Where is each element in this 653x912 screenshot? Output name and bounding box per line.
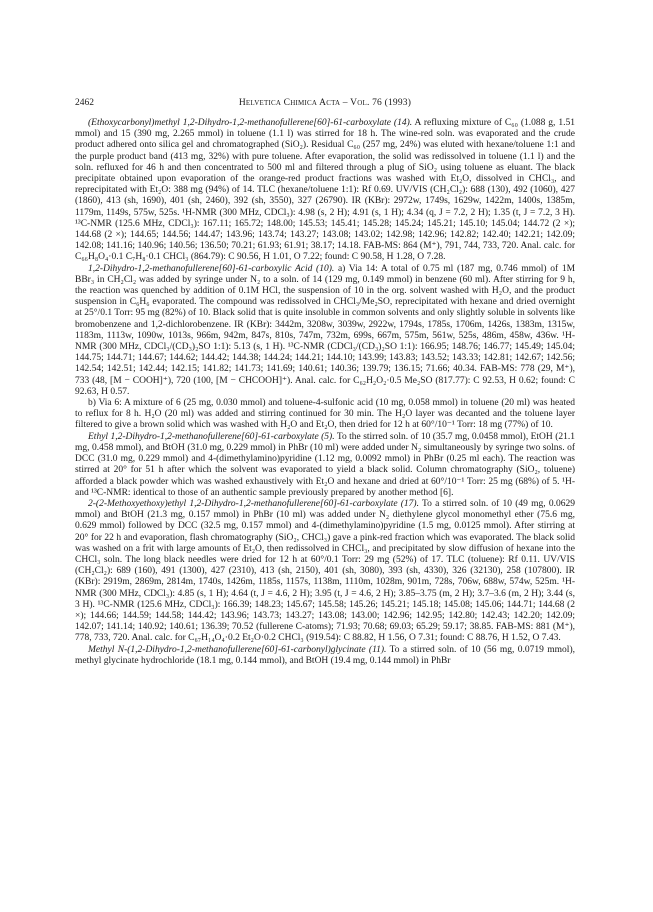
page-header [75,96,575,110]
paragraph-text: A refluxing mixture of C₆₀ (1.088 g, 1.51 mmol) and 15 (390 mg, 2.265 mmol) in toluene (1.1 l) was stirred for 18 h. The wine-red soln. was evaporated and the crude product adhered onto silica gel and chromatographed (SiO₂). Residual C₆₀ (257 mg, 24%) was eluted with hexane/toluene 1:1 and the purple product band (413 mg, 32%) with pure toluene. After evaporation, the solid was redissolved in toluene (1.1 l) and the soln. refluxed for 46 h and then concentrated to 500 ml and filtered through a plug of SiO₂ using toluene as eluant. The black precipitate obtained upon evaporation of the orange-red product fractions was washed with Et₂O, dissolved in CHCl₃, and reprecipitated with Et₂O: 388 mg (94%) of 14. TLC (hexane/toluene 1:1): Rf 0.69. UV/VIS (CH₂Cl₂): 688 (130), 492 (1060), 427 (1860), 413 (sh, 1690), 401 (sh, 2460), 392 (sh, 3550), 327 (26790). IR (KBr): 2972w, 1749s, 1629w, 1422m, 1400s, 1385m, 1179m, 1149s, 575w, 525s. ¹H-NMR (300 MHz, CDCl₃): 4.98 (s, 2 H); 4.91 (s, 1 H); 4.34 (q, J = 7.2, 2 H); 1.35 (t, J = 7.2, 3 H). ¹³C-NMR (125.6 MHz, CDCl₃): 167.11; 165.72; 148.00; 145.53; 145.41; 145.28; 145.24; 145.21; 145.10; 145.04; 144.72 (2 ×); 144.68 (2 ×); 144.65; 144.56; 144.47; 143.96; 143.74; 143.27; 143.08; 143.02; 142.98; 142.96; 142.82; 142.40; 142.21; 142.09; 142.08; 141.16; 140.96; 140.56; 136.50; 70.21; 61.93; 61.91; 38.17; 14.18. FAB-MS: 864 (M⁺), 791, 744, 733, 720. Anal. calc. for C₆₆H₈O₄·0.1 C₇H₈·0.1 CHCl₃ (864.79): C 90.56, H 1.01, O 7.22; found: C 90.58, H 1.28, O 7.28. [75,118,575,263]
paragraph-text: To a stirred soln. of 10 (56 mg, 0.0719 mmol), methyl glycinate hydrochloride (18.1 mg, 0.144 mmol), and BtOH (19.4 mg, 0.144 mmol) in PhBr [75,644,575,666]
article-body [75,118,575,667]
paragraph-title: (Ethoxycarbonyl)methyl 1,2-Dihydro-1,2-methanofullerene[60]-61-carboxylate (14). [88,118,413,128]
paragraph-title: Ethyl 1,2-Dihydro-1,2-methanofullerene[60]-61-carboxylate (5). [88,431,335,442]
paragraph-title: 1,2-Dihydro-1,2-methanofullerene[60]-61-carboxylic Acid (10). [88,263,335,274]
running-head: Helvetica Chimica Acta – Vol. 76 (1993) [238,98,412,108]
paragraph-compound-10 [75,264,575,398]
paragraph-text: To a stirred soln. of 10 (49 mg, 0.0629 mmol) and BtOH (21.3 mg, 0.157 mmol) in PhBr (10 ml) was added under N₂ diethylene glycol monomethyl ether (75.6 mg, 0.629 mmol) followed by DCC (32.5 mg, 0.157 mmol) and 4-(dimethylamino)pyridine (1.5 mg, 0.0125 mmol). After stirring at 20° for 22 h and evaporation, flash chromatography (SiO₂, CHCl₃) gave a pink-red fraction which was evaporated. The black solid was washed on a frit with large amounts of Et₂O, then redissolved in CHCl₃, and precipitated by slow diffusion of hexane into the CHCl₃ soln. The long black needles were dried for 12 h at 60°/0.1 Torr: 29 mg (52%) of 17. TLC (toluene): Rf 0.11. UV/VIS (CH₂Cl₂): 689 (160), 491 (1300), 427 (2310), 413 (sh, 2150), 401 (sh, 3080), 393 (sh, 4330), 326 (32130), 258 (107800). IR (KBr): 2919m, 2869m, 2814m, 1740s, 1426m, 1185s, 1157s, 1138m, 1110m, 1028m, 901m, 728s, 706w, 688w, 574w, 525m. ¹H-NMR (300 MHz, CDCl₃): 4.85 (s, 1 H); 4.64 (t, J = 4.6, 2 H); 3.95 (t, J = 4.6, 2 H); 3.85–3.75 (m, 2 H); 3.7–3.6 (m, 2 H); 3.44 (s, 3 H). ¹³C-NMR (125.6 MHz, CDCl₃): 166.39; 148.23; 145.67; 145.58; 145.26; 145.21; 145.18; 145.08; 145.06; 144.71; 144.68 (2 ×); 144.66; 144.59; 144.58; 144.42; 143.96; 143.73; 143.27; 143.08; 143.00; 142.96; 142.95; 142.80; 142.43; 142.20; 142.09; 142.07; 141.14; 140.92; 140.61; 136.39; 70.52 (fullerene C-atoms); 71.93; 70.68; 69.03; 65.29; 59.17; 38.85. FAB-MS: 881 (M⁺), 778, 733, 720. Anal. calc. for C₆₇H₁₄O₄·0.2 Et₂O·0.2 CHCl₃ (919.54): C 88.82, H 1.56, O 7.31; found: C 88.76, H 1.52, O 7.43. [75,498,575,644]
paragraph-compound-14 [75,118,575,264]
paragraph-compound-11 [75,645,575,667]
paragraph-compound-10-via-6 [75,398,575,432]
paragraph-text: To the stirred soln. of 10 (35.7 mg, 0.0458 mmol), EtOH (21.1 mg, 0.458 mmol), and BtOH (31.0 mg, 0.229 mmol) in PhBr (10 ml) were added under N₂ simultaneously by syringe two solns. of DCC (31.0 mg, 0.229 mmol) and 4-(dimethylamino)pyridine (1.12 mg, 0.0092 mmol) in PhBr (0.25 ml each). The reaction was stirred at 20° for 51 h after which the solvent was evaporated to yield a black solid. Column chromatography (SiO₂, toluene) afforded a black powder which was washed exhaustively with Et₂O and hexane and dried at 60°/10⁻¹ Torr: 25 mg (68%) of 5. ¹H- and ¹³C-NMR: identical to those of an authentic sample previously prepared by another method [6]. [75,431,575,498]
page-number: 2462 [75,98,94,108]
paragraph-compound-17 [75,499,575,645]
paragraph-title: Methyl N-(1,2-Dihydro-1,2-methanofullerene[60]-61-carbonyl)glycinate (11). [88,644,387,655]
paragraph-title: 2-(2-Methoxyethoxy)ethyl 1,2-Dihydro-1,2-methanofullerene[60]-61-carboxylate (17). [88,498,419,509]
paragraph-text: b) Via 6: A mixture of 6 (25 mg, 0.030 mmol) and toluene-4-sulfonic acid (10 mg, 0.058 mmol) in toluene (20 ml) was heated to reflux for 8 h. H₂O (20 ml) was added and stirring continued for 30 min. The H₂O layer was decanted and the toluene layer filtered to give a brown solid which was washed with H₂O and Et₂O, then dried for 12 h at 60°/10⁻¹ Torr: 18 mg (77%) of 10. [75,398,575,431]
paragraph-text: a) Via 14: A total of 0.75 ml (187 mg, 0.746 mmol) of 1M BBr₃ in CH₂Cl₂ was added by syringe under N₂ to a soln. of 14 (129 mg, 0.149 mmol) in benzene (60 ml). After stirring for 9 h, the reaction was quenched by addition of 0.1M HCl, the suspension of 10 in the org. solvent washed with H₂O, and the product suspension in C₆H₆ evaporated. The compound was redissolved in CHCl₃/Me₂SO, reprecipitated with hexane and dried overnight at 25°/0.1 Torr: 95 mg (82%) of 10. Black solid that is quite insoluble in common solvents and only slightly soluble in solvents like bromobenzene and 1,2-dichlorobenzene. IR (KBr): 3442m, 3208w, 3039w, 2922w, 1794s, 1785s, 1706m, 1426s, 1383m, 1315w, 1183m, 1113w, 1090w, 1013s, 966m, 942m, 847s, 810s, 747m, 732m, 699s, 667m, 575m, 561w, 525s, 486m, 458w, 436w. ¹H-NMR (300 MHz, CDCl₃/(CD₃)₂SO 1:1): 5.13 (s, 1 H). ¹³C-NMR (CDCl₃/(CD₃)₂SO 1:1): 166.95; 148.76; 146.77; 145.49; 145.04; 144.75; 144.71; 144.67; 144.62; 144.42; 144.38; 144.24; 144.21; 144.10; 143.99; 143.83; 143.52; 143.33; 142.81; 142.67; 142.56; 142.54; 142.51; 142.44; 142.15; 141.82; 141.73; 141.69; 140.61; 140.36; 139.79; 136.15; 71.66; 40.34. FAB-MS: 778 (29, M⁺), 733 (48, [M − COOH]⁺), 720 (100, [M − CHCOOH]⁺). Anal. calc. for C₆₂H₂O₂·0.5 Me₂SO (817.77): C 92.53, H 0.62; found: C 92.63, H 0.57. [75,263,576,397]
paragraph-compound-5 [75,432,575,499]
